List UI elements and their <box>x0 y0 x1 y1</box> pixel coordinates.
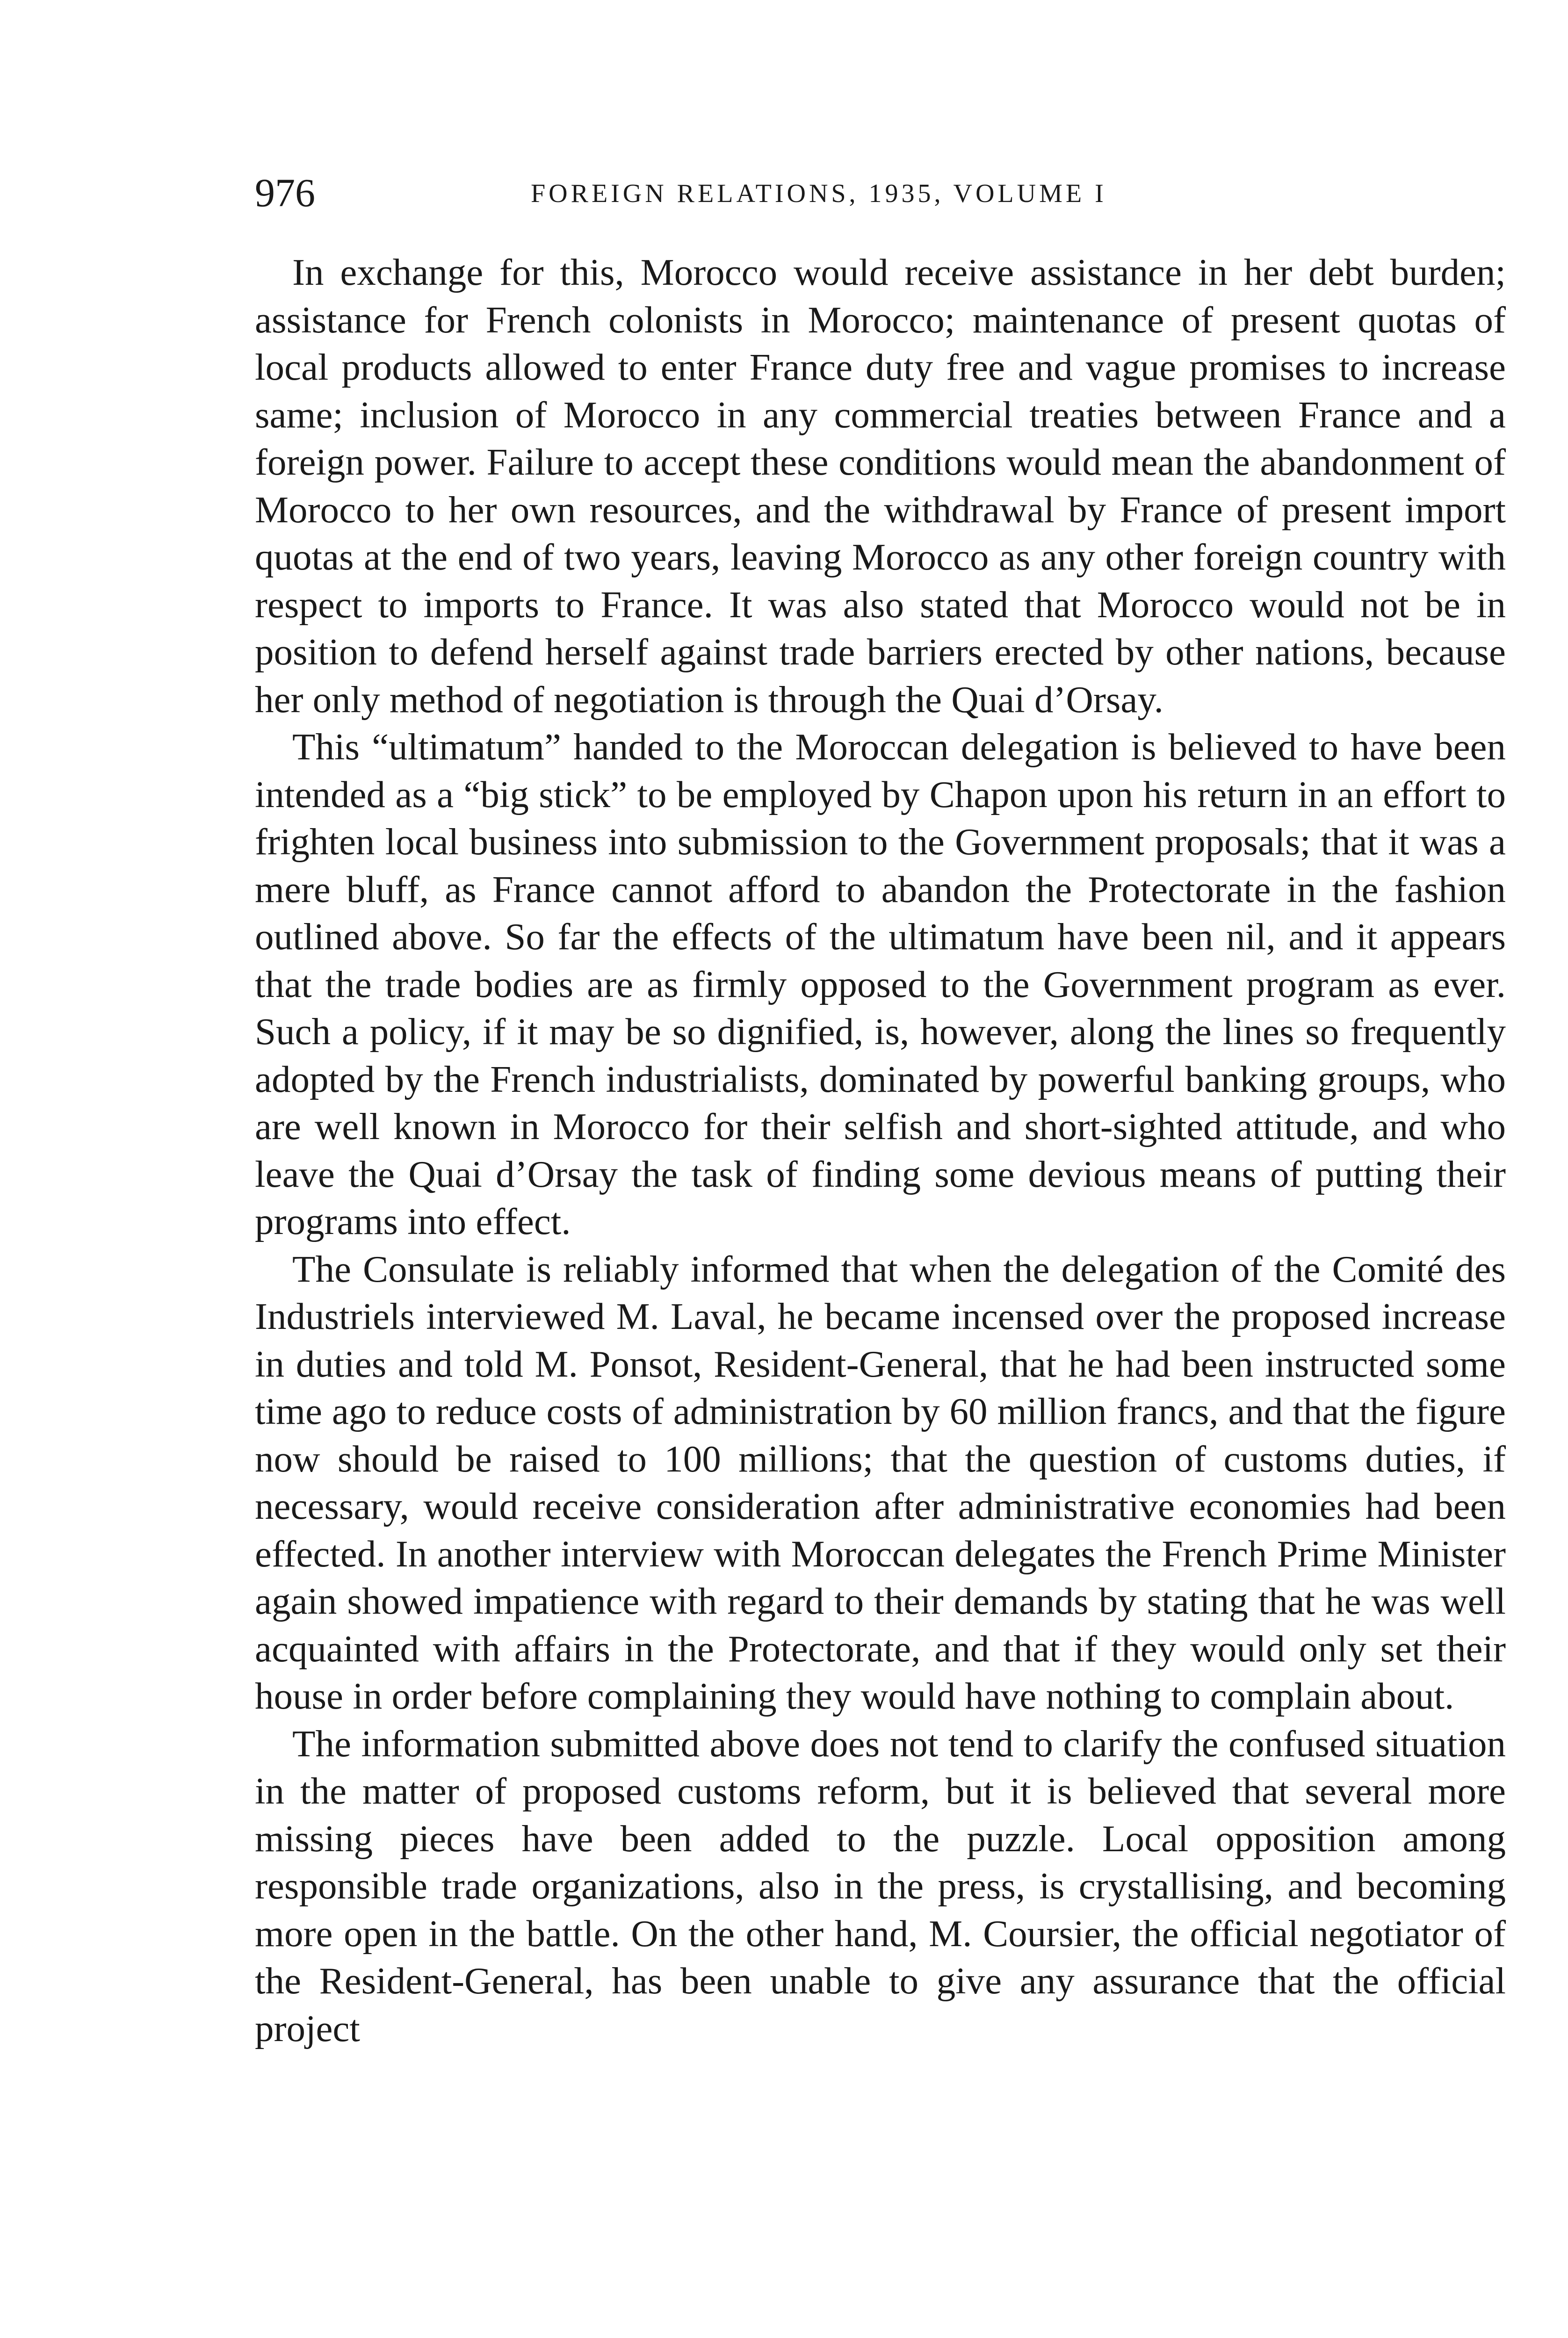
page-number: 976 <box>255 170 315 215</box>
running-header <box>255 169 1506 221</box>
paragraph-1: In exchange for this, Morocco would receive assistance in her debt burden; assistance for French colonists in Morocco; maintenance of present quotas of local products allowed to enter France duty free and vague promises to increase same; inclusion of Morocco in any commercial treaties between France and a foreign power. Failure to accept these conditions would mean the abandonment of Morocco to her own resources, and the withdrawal by France of present import quotas at the end of two years, leaving Morocco as any other foreign country with respect to imports to France. It was also stated that Morocco would not be in position to defend herself against trade barriers erected by other nations, because her only method of negotiation is through the Quai d’Orsay. <box>255 251 1506 721</box>
paragraph-3: The Consulate is reliably informed that when the delegation of the Comité des Industriels interviewed M. Laval, he became incensed over the proposed increase in duties and told M. Ponsot, Resident-General, that he had been instructed some time ago to reduce costs of administration by 60 million francs, and that the figure now should be raised to 100 millions; that the question of customs duties, if necessary, would receive consideration after administrative economies had been effected. In another interview with Moroccan delegates the French Prime Minister again showed impatience with regard to their demands by stating that he was well acquainted with affairs in the Protectorate, and that if they would only set their house in order before complaining they would have nothing to complain about. <box>255 1248 1506 1717</box>
running-title: FOREIGN RELATIONS, 1935, VOLUME I <box>531 179 1107 208</box>
body-text <box>255 249 1506 2052</box>
paragraph-2: This “ultimatum” handed to the Moroccan delegation is believed to have been intended as a “big stick” to be employed by Chapon upon his return in an effort to frighten local business into submission to the Government proposals; that it was a mere bluff, as France cannot afford to abandon the Protectorate in the fashion outlined above. So far the effects of the ultimatum have been nil, and it appears that the trade bodies are as firmly opposed to the Government program as ever. Such a policy, if it may be so dignified, is, however, along the lines so frequently adopted by the French industrialists, dominated by powerful banking groups, who are well known in Morocco for their selfish and short-sighted attitude, and who leave the Quai d’Orsay the task of finding some devious means of putting their programs into effect. <box>255 726 1506 1242</box>
paragraph-4: The information submitted above does not tend to clarify the confused situation in the matter of proposed customs reform, but it is believed that several more missing pieces have been added to the puzzle. Local opposition among responsible trade organizations, also in the press, is crystallising, and becoming more open in the battle. On the other hand, M. Coursier, the official negotiator of the Resident-General, has been unable to give any assurance that the official project <box>255 1722 1506 2049</box>
document-page <box>255 169 1506 2052</box>
